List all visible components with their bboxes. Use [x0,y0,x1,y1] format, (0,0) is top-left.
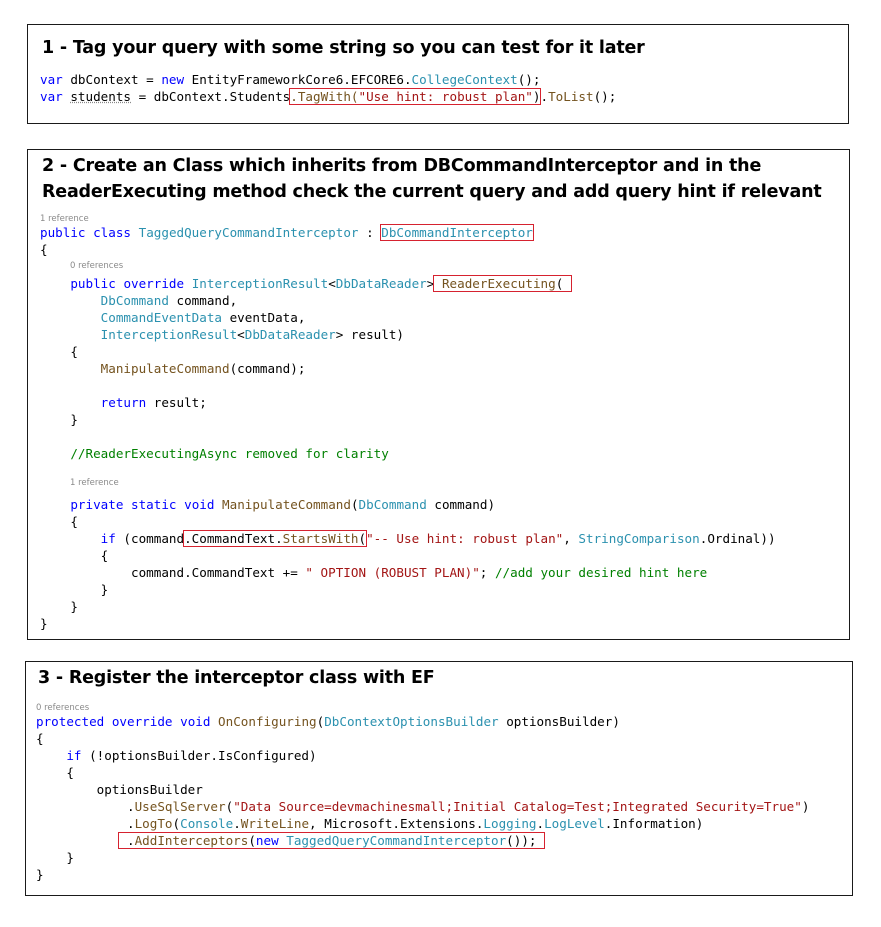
code-line: protected override void OnConfiguring(DbContextOptionsBuilder optionsBuilder) [36,714,620,729]
code-line: DbCommand command, [100,293,238,308]
code-line: } [100,582,109,597]
code-line: { [66,765,74,780]
code-line: CommandEventData eventData, [100,310,306,325]
addinterceptors-highlight: .AddInterceptors(new TaggedQueryCommandInterceptor()); [119,833,544,848]
code-line: } [36,867,44,882]
code-line: var students = dbContext.Students.TagWith("Use hint: robust plan").ToList(); [40,89,617,104]
step-1-code [40,71,616,105]
step-3-panel [25,661,853,896]
step-1-title: 1 - Tag your query with some string so you can test for it later [42,38,645,58]
code-line: } [40,616,48,631]
step-2-code [40,224,776,632]
code-line: .LogTo(Console.WriteLine, Microsoft.Extensions.Logging.LogLevel.Information) [127,816,704,831]
reference-count[interactable]: 0 references [70,261,124,271]
startswith-highlight: .CommandText.StartsWith( [184,531,367,546]
step-3-code [36,713,809,883]
step-3-title: 3 - Register the interceptor class with EF [38,668,435,688]
step-2-title-line-1: 2 - Create an Class which inherits from DBCommandInterceptor and in the [42,156,762,176]
code-line: if (command.CommandText.StartsWith("-- Use hint: robust plan", StringComparison.Ordinal)) [100,531,776,546]
code-line: } [70,599,78,614]
step-2-title-line-2: ReaderExecuting method check the current query and add query hint if relevant [42,182,822,202]
tagwith-highlight: .TagWith("Use hint: robust plan") [290,89,541,104]
code-line: if (!optionsBuilder.IsConfigured) [66,748,317,763]
code-line: { [70,514,78,529]
code-line: return result; [100,395,207,410]
code-line: .UseSqlServer("Data Source=devmachinesmall;Initial Catalog=Test;Integrated Security=True") [127,799,810,814]
code-line: { [70,344,78,359]
step-2-panel [27,149,850,640]
step-1-panel [27,24,849,124]
code-line: optionsBuilder [96,782,203,797]
code-line: public class TaggedQueryCommandInterceptor : DbCommandInterceptor [40,225,533,240]
code-line: public override InterceptionResult<DbDataReader> ReaderExecuting( [40,276,571,291]
reference-count[interactable]: 1 reference [70,478,119,488]
code-line [36,833,544,848]
code-line: InterceptionResult<DbDataReader> result) [100,327,404,342]
reference-count[interactable]: 1 reference [40,214,89,224]
code-line: } [66,850,74,865]
dbcommandinterceptor-highlight: DbCommandInterceptor [381,225,533,240]
code-line: { [100,548,109,563]
code-line: { [36,731,44,746]
code-line: } [70,412,78,427]
code-line: { [40,242,48,257]
code-line: private static void ManipulateCommand(DbCommand command) [70,497,496,512]
readerexecuting-highlight: ReaderExecuting( [434,276,571,291]
code-line: //ReaderExecutingAsync removed for clarity [70,446,389,461]
reference-count[interactable]: 0 references [36,703,90,713]
code-line: var dbContext = new EntityFrameworkCore6.EFCORE6.CollegeContext(); [40,72,541,87]
code-line: ManipulateCommand(command); [100,361,306,376]
code-line: command.CommandText += " OPTION (ROBUST PLAN)"; //add your desired hint here [131,565,708,580]
